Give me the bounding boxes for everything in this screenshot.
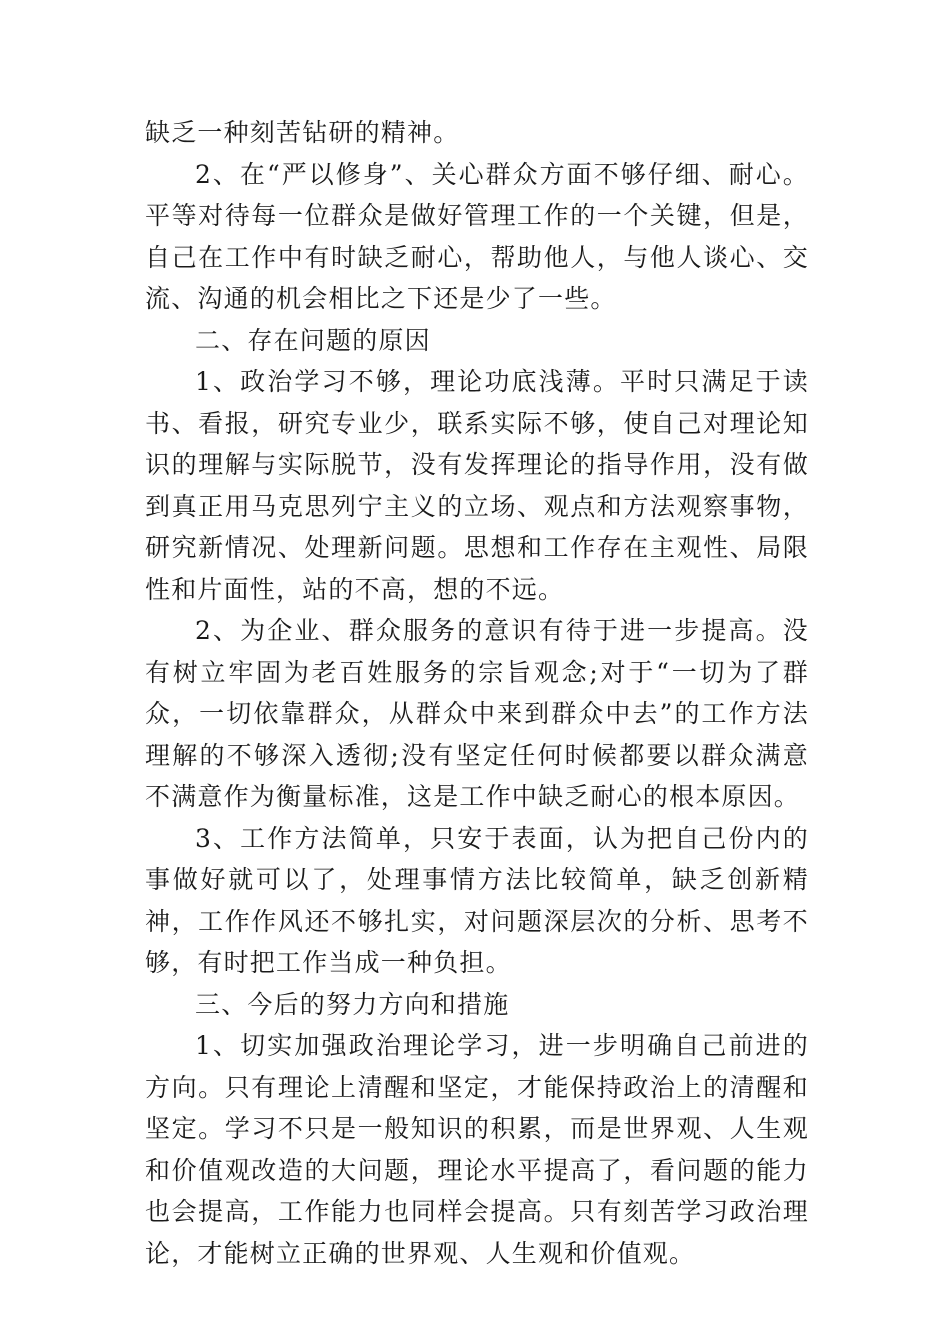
- paragraph-cause-1-political-study: 1、政治学习不够，理论功底浅薄。平时只满足于读书、看报，研究专业少，联系实际不够，使自己对理论知识的理解与实际脱节，没有发挥理论的指导作用，没有做到真正用马克思列宁主义的立场、观点和方法观察事物，研究新情况、处理新问题。思想和工作存在主观性、局限性和片面性，站的不高，想的不远。: [145, 367, 809, 604]
- paragraph-continuation: 缺乏一种刻苦钻研的精神。: [145, 118, 460, 147]
- paragraph-cause-3-work-methods: 3、工作方法简单，只安于表面，认为把自己份内的事做好就可以了，处理事情方法比较简单，缺乏创新精神，工作作风还不够扎实，对问题深层次的分析、思考不够，有时把工作当成一种负担。: [145, 823, 809, 977]
- paragraph-cause-2-service-awareness: 2、为企业、群众服务的意识有待于进一步提高。没有树立牢固为老百姓服务的宗旨观念;对于“一切为了群众，一切依靠群众，从群众中来到群众中去”的工作方法理解的不够深入透彻;没有坚定任何时候都要以群众满意不满意作为衡量标准，这是工作中缺乏耐心的根本原因。: [145, 616, 809, 811]
- section-heading-causes: 二、存在问题的原因: [195, 325, 431, 355]
- document-body: [145, 112, 809, 1274]
- paragraph-measure-1-theory-study: 1、切实加强政治理论学习，进一步明确自己前进的方向。只有理论上清醒和坚定，才能保持政治上的清醒和坚定。学习不只是一般知识的积累，而是世界观、人生观和价值观改造的大问题，理论水平提高了，看问题的能力也会提高，工作能力也同样会提高。只有刻苦学习政治理论，才能树立正确的世界观、人生观和价值观。: [145, 1031, 809, 1268]
- paragraph-point-2-self-discipline: 2、在“严以修身”、关心群众方面不够仔细、耐心。平等对待每一位群众是做好管理工作的一个关键，但是，自己在工作中有时缺乏耐心，帮助他人，与他人谈心、交流、沟通的机会相比之下还是少了一些。: [145, 159, 809, 313]
- section-heading-future-measures: 三、今后的努力方向和措施: [195, 989, 510, 1019]
